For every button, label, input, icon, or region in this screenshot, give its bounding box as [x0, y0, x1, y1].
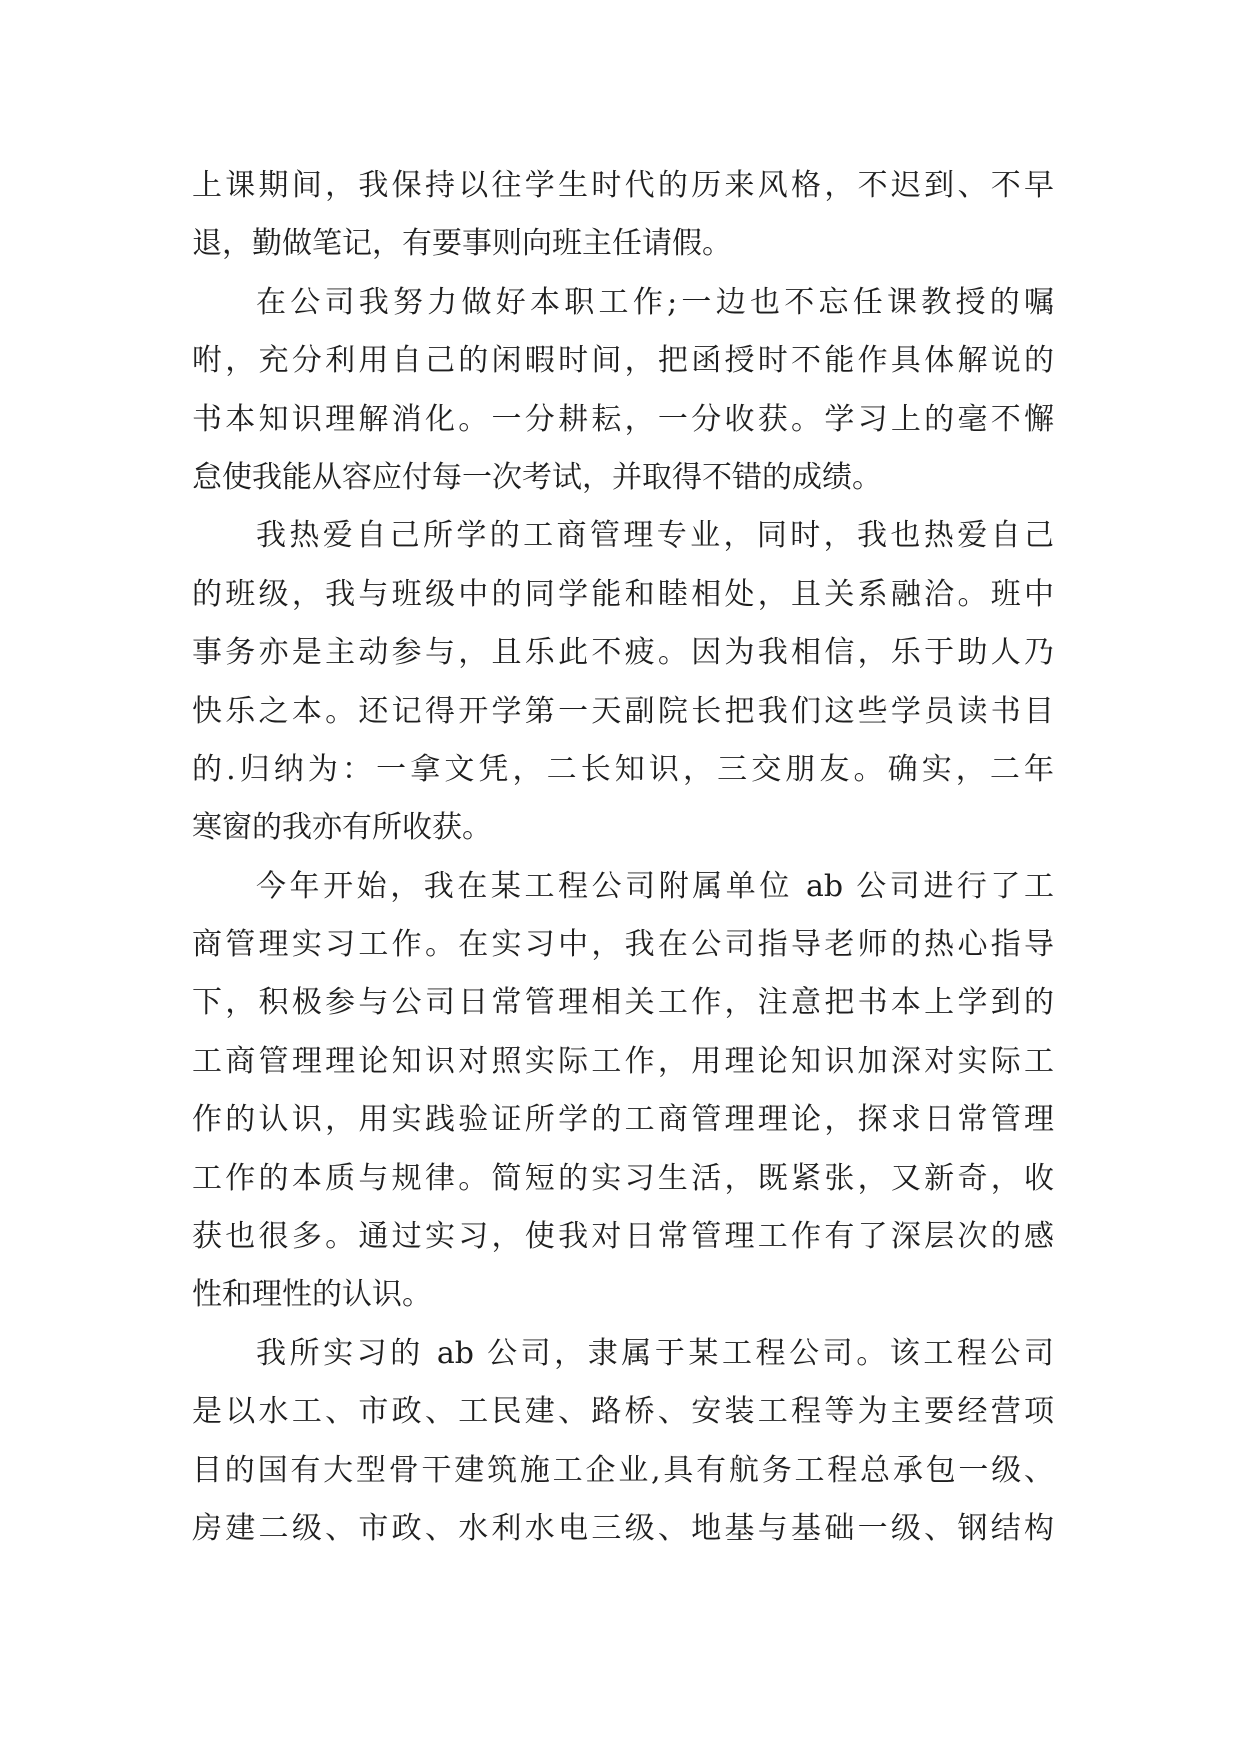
text-line: 我热爱自己所学的工商管理专业，同时，我也热爱自己 — [256, 518, 1054, 554]
text-line: 怠使我能从容应付每一次考试，并取得不错的成绩。 — [192, 459, 882, 495]
text-line: 商管理实习工作。在实习中，我在公司指导老师的热心指导 — [192, 927, 1054, 963]
text-line: 今年开始，我在某工程公司附属单位 ab 公司进行了工 — [256, 868, 1054, 904]
text-line: 作的认识，用实践验证所学的工商管理理论，探求日常管理 — [192, 1102, 1054, 1138]
text-line: 退，勤做笔记，有要事则向班主任请假。 — [192, 226, 732, 262]
text-line: 事务亦是主动参与，且乐此不疲。因为我相信，乐于助人乃 — [192, 635, 1054, 671]
text-line: 目的国有大型骨干建筑施工企业,具有航务工程总承包一级、 — [192, 1452, 1054, 1488]
text-line: 的班级，我与班级中的同学能和睦相处，且关系融洽。班中 — [192, 576, 1054, 612]
text-line: 工商管理理论知识对照实际工作，用理论知识加深对实际工 — [192, 1043, 1054, 1079]
text-line: 性和理性的认识。 — [192, 1277, 432, 1313]
text-line: 我所实习的 ab 公司，隶属于某工程公司。该工程公司 — [256, 1335, 1054, 1371]
text-line: 快乐之本。还记得开学第一天副院长把我们这些学员读书目 — [192, 693, 1054, 729]
text-line: 上课期间，我保持以往学生时代的历来风格，不迟到、不早 — [192, 168, 1054, 203]
text-line: 寒窗的我亦有所收获。 — [192, 810, 492, 846]
text-line: 下，积极参与公司日常管理相关工作，注意把书本上学到的 — [192, 985, 1054, 1021]
text-line: 的.归纳为：一拿文凭，二长知识，三交朋友。确实，二年 — [192, 751, 1054, 787]
text-line: 咐，充分利用自己的闲暇时间，把函授时不能作具体解说的 — [192, 343, 1054, 379]
text-line: 是以水工、市政、工民建、路桥、安装工程等为主要经营项 — [192, 1394, 1054, 1430]
text-line: 在公司我努力做好本职工作;一边也不忘任课教授的嘱 — [256, 284, 1054, 320]
text-line: 房建二级、市政、水利水电三级、地基与基础一级、钢结构 — [192, 1510, 1054, 1546]
body-text — [192, 157, 1054, 1558]
text-line: 获也很多。通过实习，使我对日常管理工作有了深层次的感 — [192, 1219, 1054, 1255]
text-line: 工作的本质与规律。简短的实习生活，既紧张，又新奇，收 — [192, 1160, 1054, 1196]
text-line: 书本知识理解消化。一分耕耘，一分收获。学习上的毫不懈 — [192, 401, 1054, 437]
